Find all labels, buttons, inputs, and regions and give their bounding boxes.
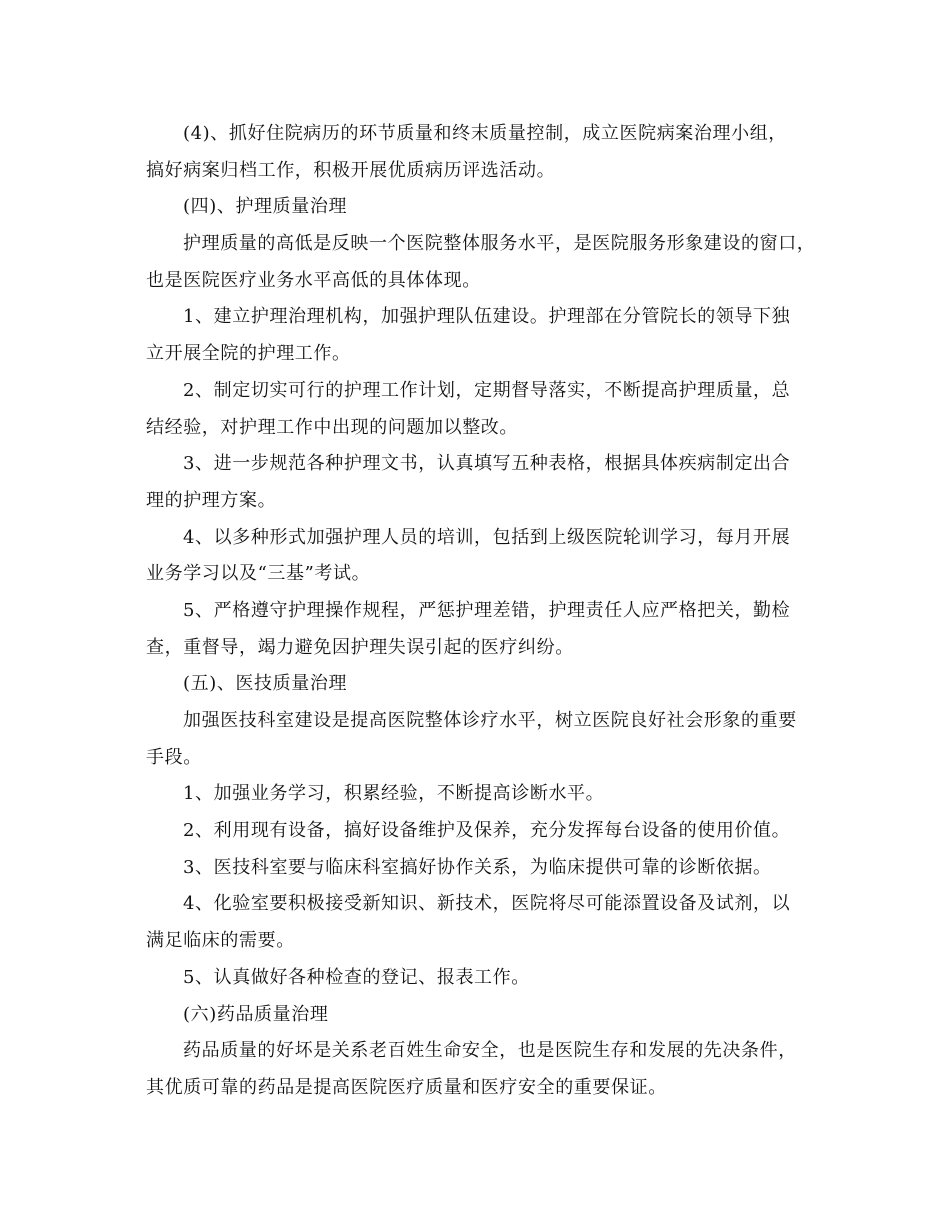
text-line: 4、以多种形式加强护理人员的培训，包括到上级医院轮训学习，每月开展	[183, 526, 791, 548]
section-heading: (五)、医技质量治理	[183, 673, 348, 695]
text-line: 立开展全院的护理工作。	[146, 343, 351, 365]
text-line: 4、化验室要积极接受新知识、新技术，医院将尽可能添置设备及试剂，以	[183, 893, 791, 915]
text-line: 查，重督导，竭力避免因护理失误引起的医疗纠纷。	[146, 636, 574, 658]
text-line: 也是医院医疗业务水平高低的具体体现。	[146, 269, 481, 291]
text-line: 1、加强业务学习，积累经验，不断提高诊断水平。	[183, 783, 605, 805]
text-line: 理的护理方案。	[146, 489, 277, 511]
text-line: 5、认真做好各种检查的登记、报表工作。	[183, 966, 530, 988]
text-line: 2、利用现有设备，搞好设备维护及保养，充分发挥每台设备的使用价值。	[183, 820, 791, 842]
text-line: 3、医技科室要与临床科室搞好协作关系，为临床提供可靠的诊断依据。	[183, 856, 772, 878]
text-line: 搞好病案归档工作，积极开展优质病历评选活动。	[146, 159, 556, 181]
text-line: 3、进一步规范各种护理文书，认真填写五种表格，根据具体疾病制定出合	[183, 453, 791, 475]
text-line: 手段。	[146, 746, 202, 768]
section-heading: (四)、护理质量治理	[183, 196, 348, 218]
text-line: 1、建立护理治理机构，加强护理队伍建设。护理部在分管院长的领导下独	[183, 306, 791, 328]
text-line: 2、制定切实可行的护理工作计划，定期督导落实，不断提高护理质量，总	[183, 379, 791, 401]
text-line: 结经验，对护理工作中出现的问题加以整改。	[146, 416, 518, 438]
text-line: 加强医技科室建设是提高医院整体诊疗水平，树立医院良好社会形象的重要	[183, 710, 797, 731]
text-line: 护理质量的高低是反映一个医院整体服务水平，是医院服务形象建设的窗口，	[183, 233, 816, 255]
text-line: 业务学习以及“三基”考试。	[146, 563, 371, 585]
section-heading: (六)药品质量治理	[183, 1003, 329, 1025]
text-line: 其优质可靠的药品是提高医院医疗质量和医疗安全的重要保证。	[146, 1076, 667, 1098]
text-line: 药品质量的好坏是关系老百姓生命安全，也是医院生存和发展的先决条件，	[183, 1040, 797, 1062]
text-line: (4)、抓好住院病历的环节质量和终末质量控制，成立医院病案治理小组，	[183, 123, 787, 144]
text-line: 满足临床的需要。	[146, 930, 295, 952]
text-line: 5、严格遵守护理操作规程，严惩护理差错，护理责任人应严格把关，勤检	[183, 599, 791, 621]
document-body	[146, 116, 816, 1107]
